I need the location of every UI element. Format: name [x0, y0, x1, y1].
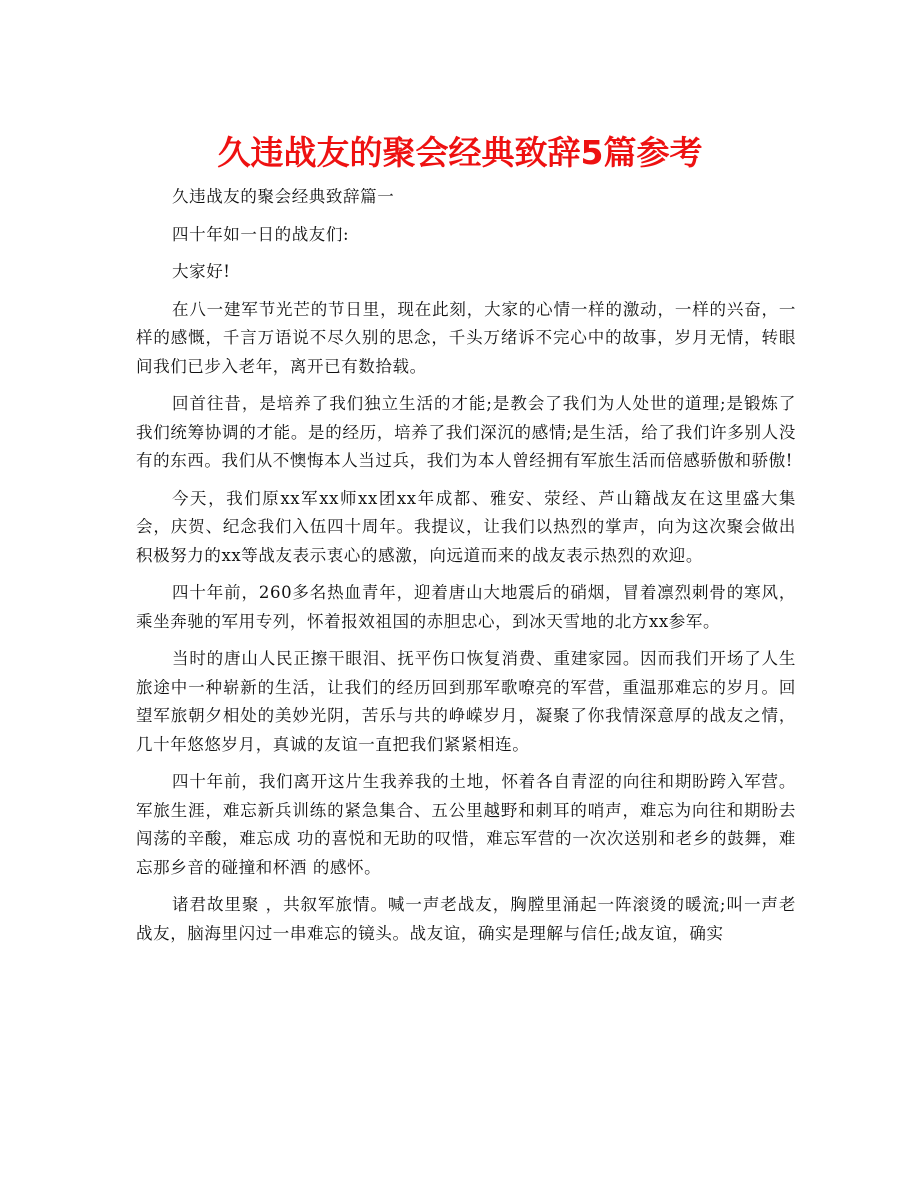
salutation: 四十年如一日的战友们:: [172, 224, 350, 244]
document-title: 久违战友的聚会经典致辞5篇参考: [217, 133, 703, 172]
body-paragraph: 当时的唐山人民正擦干眼泪、抚平伤口恢复消费、重建家园。因而我们开场了人生旅途中一种崭新的生活，让我们的经历回到那军歌嘹亮的军营，重温那难忘的岁月。回望军旅朝夕相处的美妙光阴，苦乐与共的峥嵘岁月，凝聚了你我情深意厚的战友之情，几十年悠悠岁月，真诚的友谊一直把我们紧紧相连。: [136, 649, 796, 754]
section-heading: 久违战友的聚会经典致辞篇一: [172, 187, 395, 206]
body-paragraph: 今天，我们原xx军xx师xx团xx年成都、雅安、荥经、芦山籍战友在这里盛大集会，庆贺、纪念我们入伍四十周年。我提议，让我们以热烈的掌声，向为这次聚会做出积极努力的xx等战友表示衷心的感激，向远道而来的战友表示热烈的欢迎。: [136, 488, 796, 565]
greeting: 大家好!: [172, 262, 231, 281]
body-paragraph: 四十年前，我们离开这片生我养我的土地，怀着各自青涩的向往和期盼跨入军营。军旅生涯，难忘新兵训练的紧急集合、五公里越野和刺耳的哨声，难忘为向往和期盼去闯荡的辛酸，难忘成 功的喜悦和无助的叹惜，难忘军营的一次次送别和老乡的鼓舞，难忘那乡音的碰撞和杯酒 的感怀。: [136, 772, 796, 877]
document-body: [136, 183, 796, 948]
body-paragraph: 在八一建军节光芒的节日里，现在此刻，大家的心情一样的激动，一样的兴奋，一样的感慨，千言万语说不尽久别的思念，千头万绪诉不完心中的故事，岁月无情，转眼间我们已步入老年，离开已有数拾载。: [136, 299, 796, 376]
body-paragraph: 诸君故里聚 ，共叙军旅情。喊一声老战友，胸膛里涌起一阵滚烫的暖流;叫一声老战友，脑海里闪过一串难忘的镜头。战友谊，确实是理解与信任;战友谊，确实: [136, 895, 796, 943]
body-paragraph: 回首往昔，是培养了我们独立生活的才能;是教会了我们为人处世的道理;是锻炼了我们统筹协调的才能。是的经历，培养了我们深沉的感情;是生活，给了我们许多别人没有的东西。我们从不懊悔本人当过兵，我们为本人曾经拥有军旅生活而倍感骄傲和骄傲!: [136, 394, 796, 470]
body-paragraph: 四十年前，260多名热血青年，迎着唐山大地震后的硝烟，冒着凛烈刺骨的寒风，乘坐奔驰的军用专列，怀着报效祖国的赤胆忠心，到冰天雪地的北方xx参军。: [136, 583, 796, 631]
